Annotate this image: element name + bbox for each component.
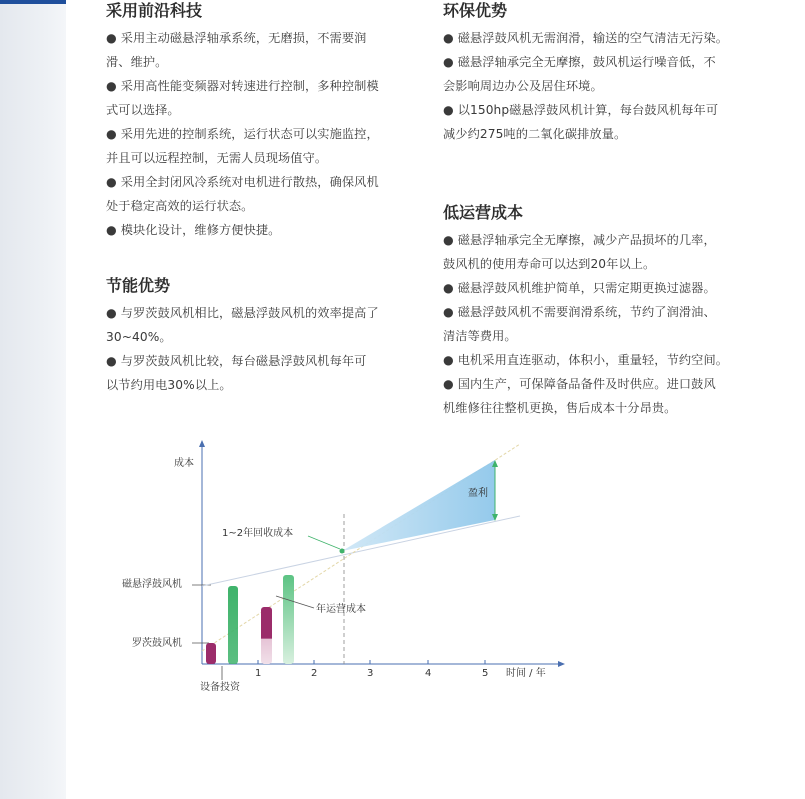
section-low-cost: [443, 202, 743, 420]
x-axis-arrow: [558, 661, 565, 667]
section-title: 采用前沿科技: [106, 1, 203, 20]
section-energy: [106, 275, 406, 397]
x-tick-label: 2: [311, 668, 318, 679]
x-tick-label: 1: [255, 668, 262, 679]
annual-cost-leader: [276, 596, 314, 608]
list-line: ● 电机采用直连驱动，体积小，重量轻，节约空间。: [443, 353, 729, 367]
y-axis-label: 成本: [174, 458, 194, 469]
section-items: [443, 228, 743, 420]
list-line: 清洁等费用。: [443, 329, 517, 343]
list-line: ● 磁悬浮轴承完全无摩擦，鼓风机运行噪音低，不: [443, 55, 716, 69]
annual-cost-label: 年运营成本: [316, 604, 366, 615]
section-title: 低运营成本: [443, 203, 524, 222]
break-even-point: [340, 549, 345, 554]
list-line: ● 以150hp磁悬浮鼓风机计算，每台鼓风机每年可: [443, 103, 719, 117]
list-line: ● 采用全封闭风冷系统对电机进行散热，确保风机: [106, 175, 379, 189]
list-line: ● 磁悬浮鼓风机无需润滑，输送的空气清洁无污染。: [443, 31, 729, 45]
section-eco: [443, 0, 743, 146]
x-tick-label: 4: [425, 668, 432, 679]
maglev-operating-bar: [283, 575, 294, 664]
list-line: ● 采用高性能变频器对转速进行控制，多种控制模: [106, 79, 379, 93]
list-line: 鼓风机的使用寿命可以达到20年以上。: [443, 257, 656, 271]
x-tick-label: 5: [482, 668, 489, 679]
maglev-investment-bar: [228, 586, 238, 664]
list-line: 式可以选择。: [106, 103, 180, 117]
list-line: ● 与罗茨鼓风机相比，磁悬浮鼓风机的效率提高了: [106, 306, 379, 320]
section-title: 节能优势: [106, 276, 171, 295]
list-line: ● 磁悬浮鼓风机维护简单，只需定期更换过滤器。: [443, 281, 716, 295]
list-line: ● 与罗茨鼓风机比较，每台磁悬浮鼓风机每年可: [106, 354, 367, 368]
x-tick-label: 3: [367, 668, 374, 679]
list-line: 并且可以远程控制，无需人员现场值守。: [106, 151, 328, 165]
roots-operating-bar: [261, 607, 272, 664]
list-line: ● 模块化设计，维修方便快捷。: [106, 223, 281, 237]
roots-investment-bar: [206, 643, 216, 664]
section-title: 环保优势: [443, 1, 508, 20]
diagram-svg: [110, 436, 580, 696]
list-line: 减少约275吨的二氧化碳排放量。: [443, 127, 627, 141]
list-line: 机维修往往整机更换，售后成本十分昂贵。: [443, 401, 677, 415]
list-line: ● 采用先进的控制系统，运行状态可以实施监控，: [106, 127, 379, 141]
payback-label: 1~2年回收成本: [222, 528, 294, 539]
x-axis-label: 时间 / 年: [506, 668, 546, 679]
list-line: ● 采用主动磁悬浮轴承系统，无磨损，不需要润: [106, 31, 367, 45]
cost-comparison-diagram: [110, 436, 580, 696]
section-tech: [106, 0, 406, 242]
side-band: [0, 0, 66, 799]
list-line: 处于稳定高效的运行状态。: [106, 199, 254, 213]
y-axis-arrow: [199, 440, 205, 447]
list-line: 会影响周边办公及居住环境。: [443, 79, 603, 93]
profit-area: [342, 460, 495, 551]
side-band-accent: [0, 0, 66, 4]
list-line: ● 磁悬浮轴承完全无摩擦，减少产品损坏的几率，: [443, 233, 716, 247]
maglev-label: 磁悬浮鼓风机: [122, 579, 182, 590]
payback-leader: [308, 536, 340, 549]
section-items: [106, 26, 406, 242]
list-line: 以节约用电30%以上。: [106, 378, 232, 392]
list-line: 滑、维护。: [106, 55, 168, 69]
investment-label: 设备投资: [200, 682, 240, 693]
maglev-cost-line: [202, 516, 520, 586]
list-line: ● 国内生产，可保障备品备件及时供应。进口鼓风: [443, 377, 716, 391]
section-items: [106, 301, 406, 397]
list-line: 30~40%。: [106, 330, 172, 344]
roots-label: 罗茨鼓风机: [132, 638, 182, 649]
list-line: ● 磁悬浮鼓风机不需要润滑系统，节约了润滑油、: [443, 305, 716, 319]
profit-label: 盈利: [468, 488, 488, 499]
section-items: [443, 26, 743, 146]
